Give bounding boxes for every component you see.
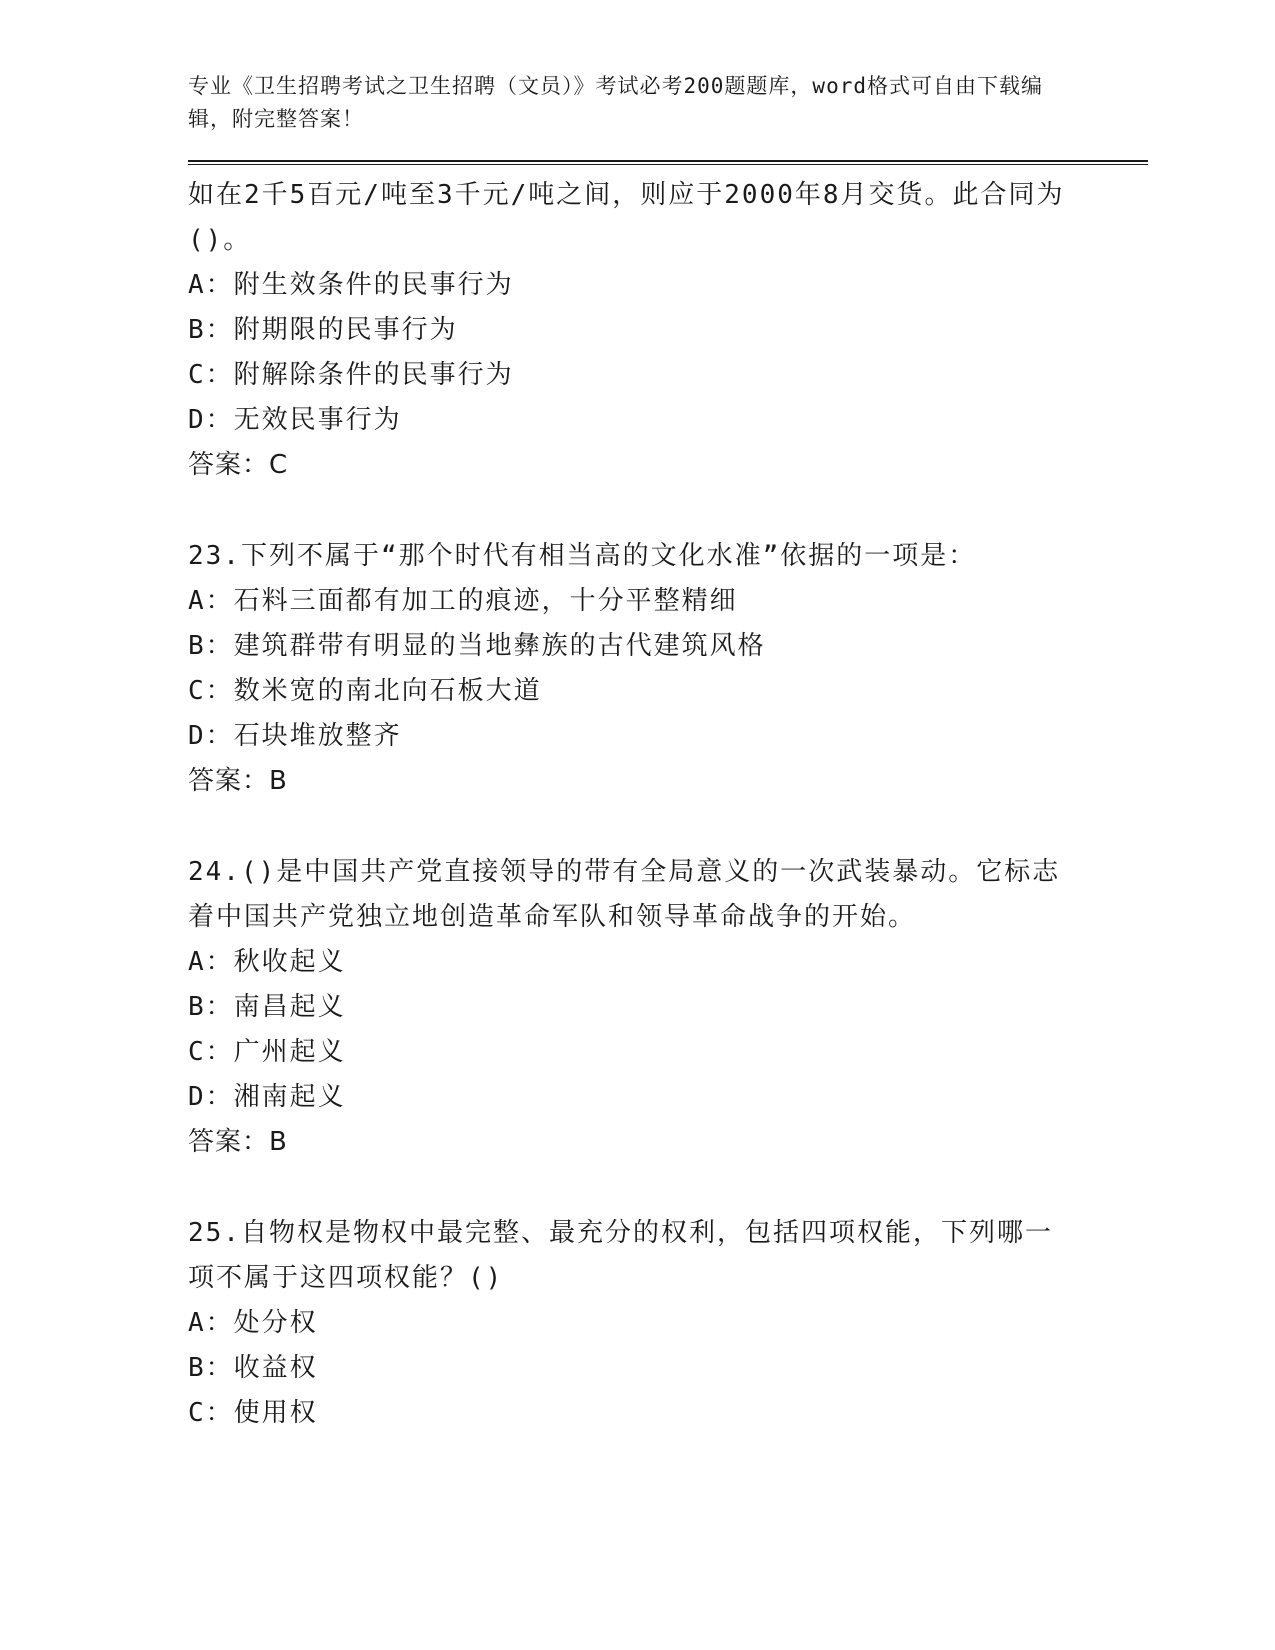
option-c: C：附解除条件的民事行为 [188, 360, 514, 390]
question-block-25 [188, 1211, 1068, 1436]
question-text: 23.下列不属于“那个时代有相当高的文化水准”依据的一项是： [188, 541, 977, 571]
question-list [188, 173, 1068, 1436]
answer-text: 答案：B [188, 1127, 288, 1157]
answer-text: 答案：C [188, 450, 289, 480]
answer-text: 答案：B [188, 766, 288, 796]
option-d: D：无效民事行为 [188, 405, 402, 435]
question-block-23 [188, 534, 1068, 804]
header-divider [188, 160, 1148, 165]
question-text: 25.自物权是物权中最完整、最充分的权利，包括四项权能，下列哪一项不属于这四项权能？() [188, 1218, 1053, 1293]
option-b: B：建筑群带有明显的当地彝族的古代建筑风格 [188, 631, 766, 661]
option-b: B：收益权 [188, 1353, 318, 1383]
document-page [188, 70, 1148, 1482]
option-b: B：南昌起义 [188, 992, 346, 1022]
question-text: 24.()是中国共产党直接领导的带有全局意义的一次武装暴动。它标志着中国共产党独立地创造革命军队和领导革命战争的开始。 [188, 857, 1061, 932]
option-b: B：附期限的民事行为 [188, 315, 458, 345]
question-text: 如在2千5百元/吨至3千元/吨之间，则应于2000年8月交货。此合同为()。 [188, 180, 1065, 255]
option-a: A：石料三面都有加工的痕迹，十分平整精细 [188, 586, 738, 616]
option-a: A：处分权 [188, 1308, 318, 1338]
question-block-22 [188, 173, 1068, 488]
option-a: A：秋收起义 [188, 947, 346, 977]
option-c: C：数米宽的南北向石板大道 [188, 676, 542, 706]
option-a: A：附生效条件的民事行为 [188, 270, 514, 300]
question-block-24 [188, 850, 1068, 1165]
option-d: D：石块堆放整齐 [188, 721, 402, 751]
option-c: C：使用权 [188, 1398, 318, 1428]
option-d: D：湘南起义 [188, 1082, 346, 1112]
document-header: 专业《卫生招聘考试之卫生招聘（文员）》考试必考200题题库，word格式可自由下载编辑，附完整答案！ [188, 74, 1043, 131]
option-c: C：广州起义 [188, 1037, 346, 1067]
